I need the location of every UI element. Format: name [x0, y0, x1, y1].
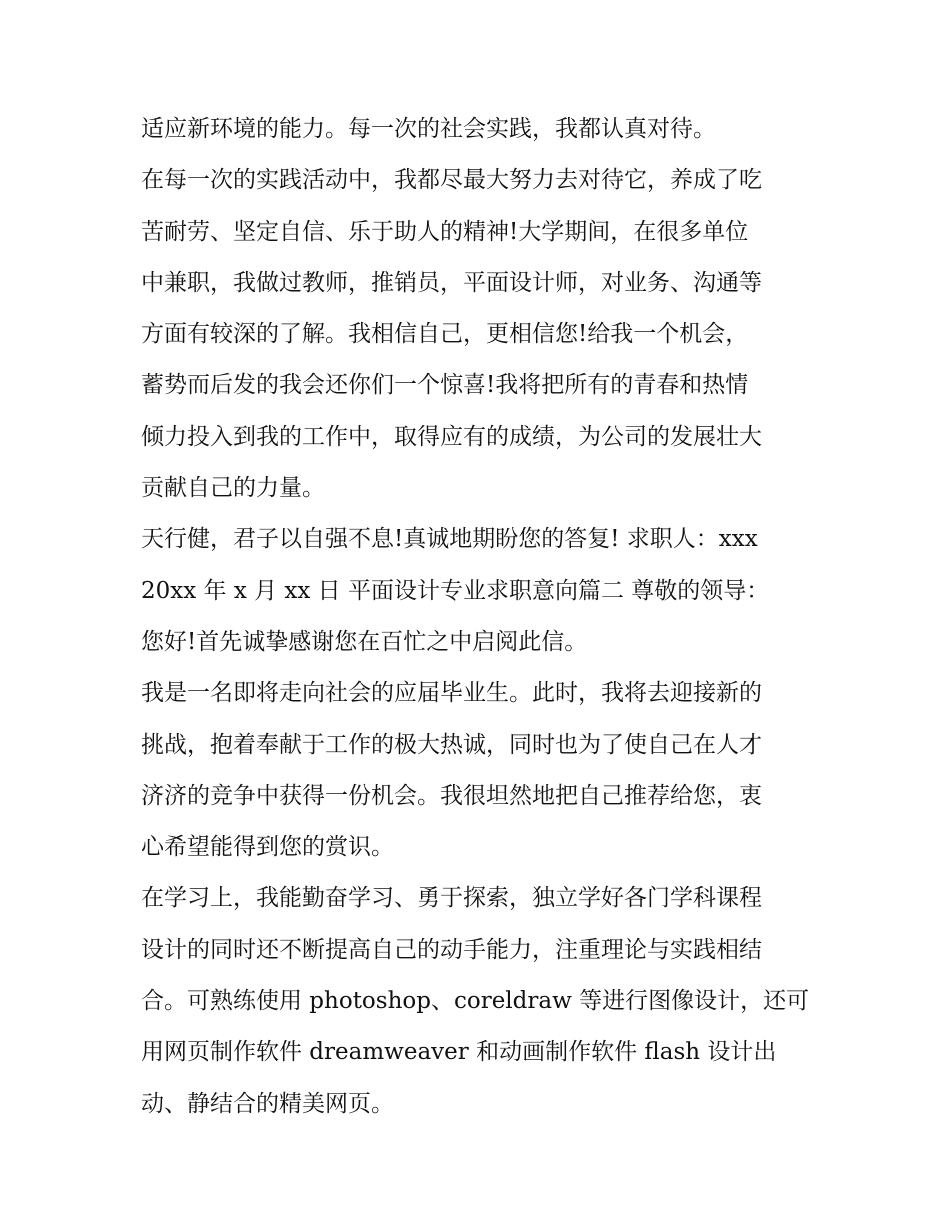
text-line: 合。可熟练使用 photoshop、coreldraw 等进行图像设计，还可	[141, 988, 810, 1015]
text-line: 20xx 年 x 月 xx 日 平面设计专业求职意向篇二 尊敬的领导：	[141, 577, 770, 604]
text-line: 天行健，君子以自强不息!真诚地期盼您的答复! 求职人：xxx	[141, 526, 758, 553]
text-line: 心希望能得到您的赏识。	[141, 834, 394, 861]
text-line: 动、静结合的精美网页。	[141, 1090, 394, 1117]
text-line: 在学习上，我能勤奋学习、勇于探索，独立学好各门学科课程	[141, 885, 762, 912]
text-line: 贡献自己的力量。	[141, 475, 325, 502]
text-line: 中兼职，我做过教师，推销员，平面设计师，对业务、沟通等	[141, 269, 762, 296]
text-line: 您好!首先诚挚感谢您在百忙之中启阅此信。	[141, 628, 588, 655]
text-line: 倾力投入到我的工作中，取得应有的成绩，为公司的发展壮大	[141, 423, 762, 450]
text-line: 在每一次的实践活动中，我都尽最大努力去对待它，养成了吃	[141, 167, 762, 194]
text-line: 蓄势而后发的我会还你们一个惊喜!我将把所有的青春和热情	[141, 372, 749, 399]
text-line: 我是一名即将走向社会的应届毕业生。此时，我将去迎接新的	[141, 680, 762, 707]
text-line: 适应新环境的能力。每一次的社会实践，我都认真对待。	[141, 116, 716, 142]
text-line: 济济的竞争中获得一份机会。我很坦然地把自己推荐给您，衷	[141, 782, 762, 809]
text-line: 设计的同时还不断提高自己的动手能力，注重理论与实践相结	[141, 936, 762, 963]
text-line: 方面有较深的了解。我相信自己，更相信您!给我一个机会，	[141, 321, 749, 348]
document-body	[141, 104, 821, 1130]
text-line: 用网页制作软件 dreamweaver 和动画制作软件 flash 设计出	[141, 1039, 777, 1066]
text-line: 苦耐劳、坚定自信、乐于助人的精神!大学期间，在很多单位	[141, 218, 749, 245]
text-line: 挑战，抱着奉献于工作的极大热诚，同时也为了使自己在人才	[141, 731, 762, 758]
